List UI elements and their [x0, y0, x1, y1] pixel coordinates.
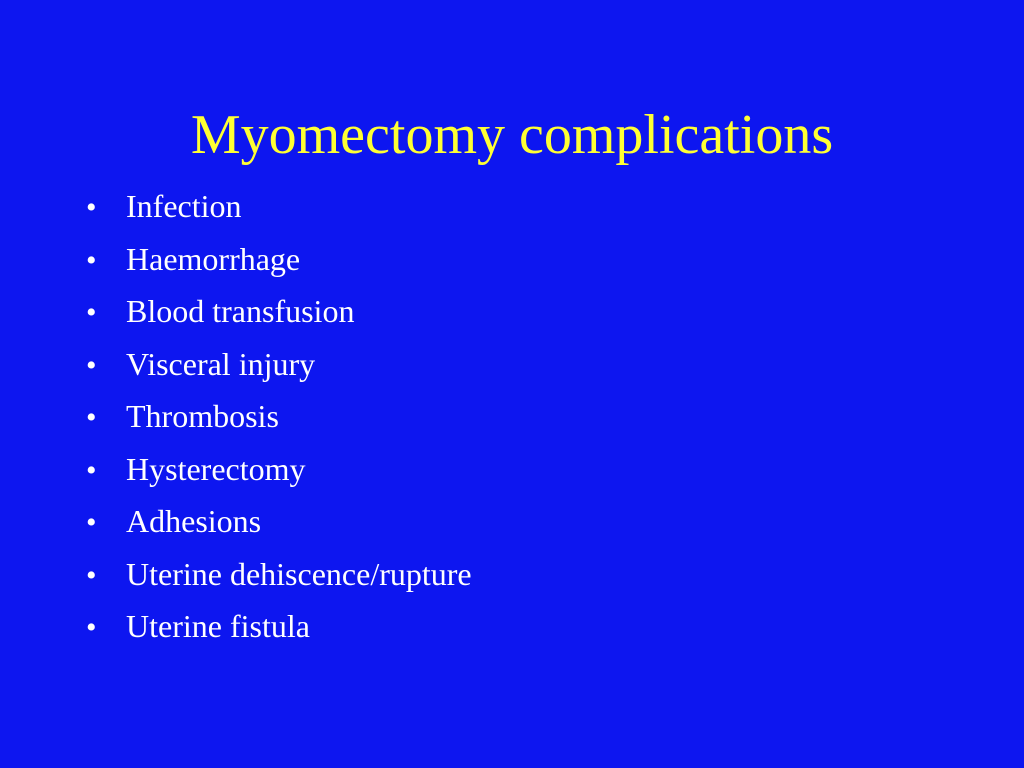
bullet-item	[86, 503, 472, 556]
bullet-text: Adhesions	[126, 503, 262, 539]
bullet-item	[86, 451, 472, 504]
bullet-text: Thrombosis	[126, 398, 279, 434]
bullet-icon: •	[86, 401, 97, 434]
bullet-icon: •	[86, 558, 97, 592]
bullet-icon: •	[86, 191, 97, 224]
bullet-text: Uterine fistula	[126, 608, 310, 644]
bullet-list	[86, 188, 472, 661]
bullet-item	[86, 608, 472, 661]
bullet-text: Haemorrhage	[126, 240, 301, 277]
bullet-item	[86, 398, 472, 451]
bullet-text: Hysterectomy	[126, 450, 306, 487]
bullet-text: Uterine dehiscence/rupture	[126, 555, 472, 592]
bullet-icon: •	[86, 453, 97, 487]
bullet-icon: •	[86, 506, 97, 539]
bullet-item	[86, 241, 472, 294]
bullet-icon: •	[86, 611, 97, 644]
bullet-item	[86, 346, 472, 399]
bullet-item	[86, 188, 472, 241]
bullet-item	[86, 293, 472, 346]
bullet-icon: •	[86, 296, 97, 329]
bullet-text: Blood transfusion	[126, 293, 355, 329]
bullet-text: Visceral injury	[126, 345, 316, 382]
slide-title: Myomectomy complications	[190, 104, 834, 166]
bullet-icon: •	[86, 243, 97, 277]
bullet-icon: •	[86, 348, 97, 382]
bullet-item	[86, 556, 472, 609]
bullet-text: Infection	[126, 188, 242, 224]
